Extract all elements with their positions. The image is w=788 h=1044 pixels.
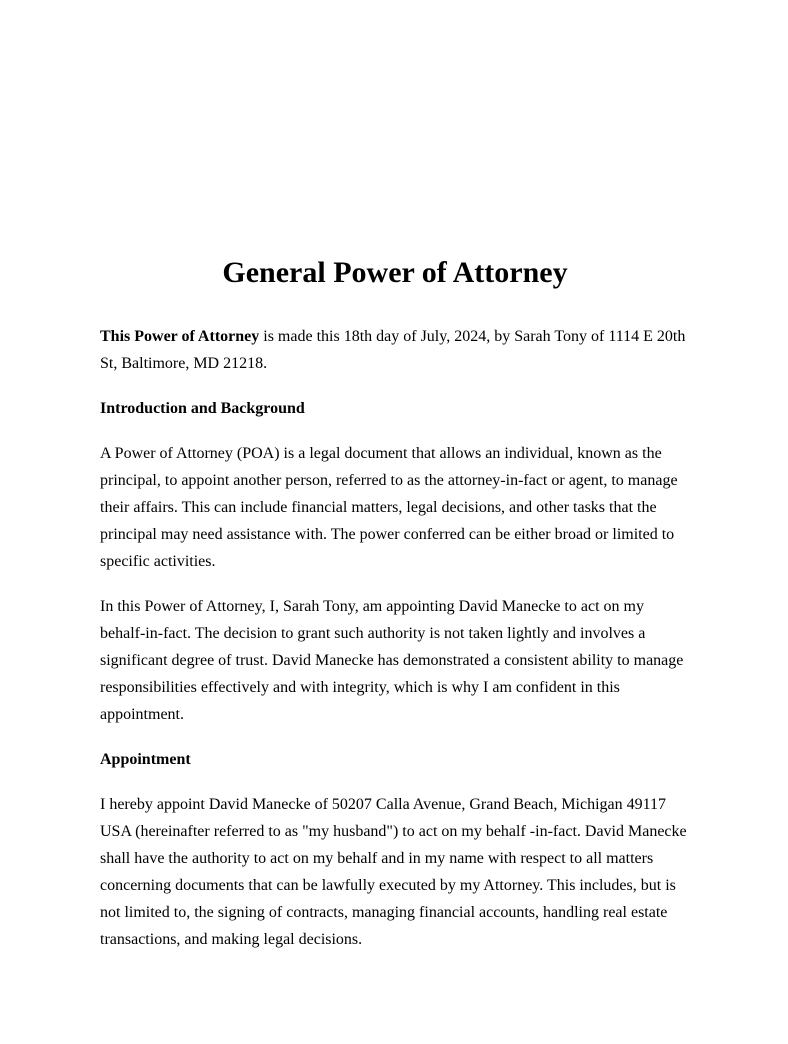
- document-title: General Power of Attorney: [222, 256, 568, 289]
- opening-paragraph: [100, 323, 690, 377]
- paragraph-appointing-statement: In this Power of Attorney, I, Sarah Tony, am appointing David Manecke to act on my behalf-in-fact. The decision to grant such authority is not taken lightly and involves a significant degree of trust. David Manecke has demonstrated a consistent ability to manage responsibilities effectively and with integrity, which is why I am confident in this appointment.: [100, 598, 684, 723]
- opening-paragraph-text: is made this 18th day of July, 2024, by Sarah Tony of 1114 E 20th St, Baltimore, MD 21218.: [100, 328, 686, 372]
- section-heading-appointment: Appointment: [100, 751, 191, 768]
- paragraph-poa-definition: A Power of Attorney (POA) is a legal document that allows an individual, known as the principal, to appoint another person, referred to as the attorney-in-fact or agent, to manage their affairs. This can include financial matters, legal decisions, and other tasks that the principal may need assistance with. The power conferred can be either broad or limited to specific activities.: [100, 445, 678, 570]
- section-heading-introduction-and-background: Introduction and Background: [100, 400, 305, 417]
- paragraph-appointment-details: I hereby appoint David Manecke of 50207 Calla Avenue, Grand Beach, Michigan 49117 USA (hereinafter referred to as "my husband") to act on my behalf -in-fact. David Manecke shall have the authority to act on my behalf and in my name with respect to all matters concerning documents that can be lawfully executed by my Attorney. This includes, but is not limited to, the signing of contracts, managing financial accounts, handling real estate transactions, and making legal decisions.: [100, 796, 687, 948]
- opening-bold-lead: This Power of Attorney: [100, 328, 260, 345]
